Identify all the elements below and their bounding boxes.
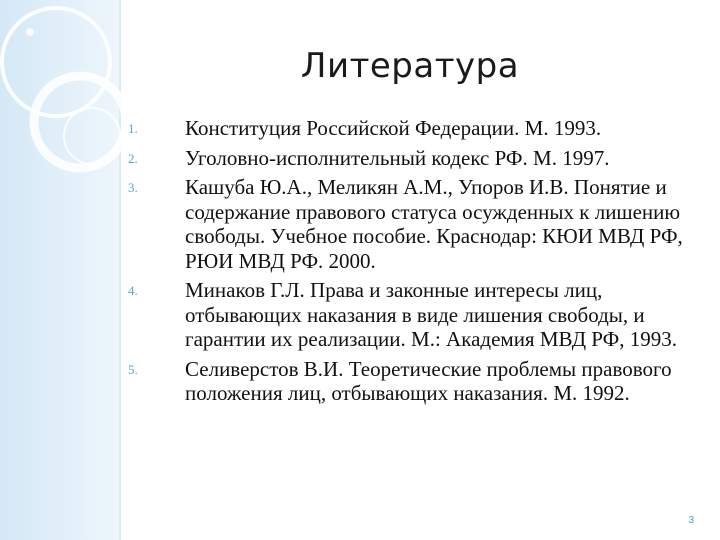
decorative-dot — [26, 28, 34, 36]
reference-item — [128, 357, 703, 406]
reference-text: Конституция Российской Федерации. М. 1993. — [185, 116, 602, 140]
reference-item — [128, 116, 703, 141]
reference-number: 2. — [128, 150, 138, 166]
reference-number: 1. — [128, 121, 138, 136]
reference-number: 5. — [128, 361, 138, 377]
reference-item — [128, 278, 703, 352]
reference-text: Селиверстов В.И. Теоретические проблемы правового положения лиц, отбывающих наказания. М. 1992. — [185, 356, 672, 405]
reference-number: 4. — [128, 283, 138, 298]
reference-text: Кашуба Ю.А., Меликян А.М., Упоров И.В. Понятие и содержание правового статуса осужденных к лишению свободы. Учебное пособие. Краснодар: КЮИ МВД РФ, РЮИ МВД РФ. 2000. — [185, 175, 683, 273]
reference-number: 3. — [128, 180, 138, 195]
reference-text: Минаков Г.Л. Права и законные интересы лиц, отбывающих наказания в виде лишения свободы, и гарантии их реализации. М.: Академия МВД РФ, 1993. — [185, 278, 677, 351]
slide-title: Литература — [300, 46, 520, 86]
page-number: 3 — [688, 515, 694, 526]
reference-text: Уголовно-исполнительный кодекс РФ. М. 1997. — [185, 145, 610, 170]
reference-item — [128, 175, 703, 273]
reference-list — [128, 116, 703, 411]
reference-item — [128, 146, 703, 171]
